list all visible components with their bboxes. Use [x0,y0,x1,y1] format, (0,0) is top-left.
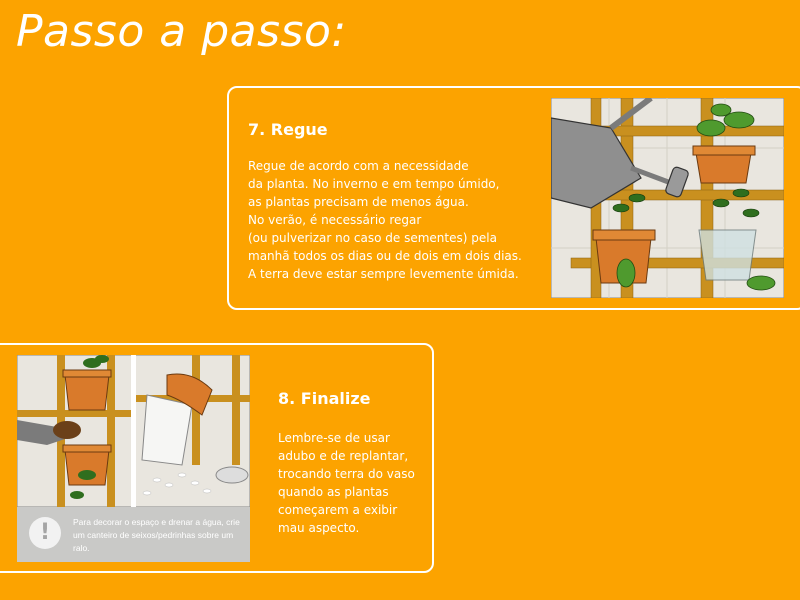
step-8-body: Lembre-se de usar adubo e de replantar, trocando terra do vaso quando as plantas começarem a exibir mau aspecto. [278,431,415,535]
exclamation-icon: ! [29,517,61,549]
repotting-illustration [17,355,250,507]
step-7-body: Regue de acordo com a necessidade da planta. No inverno e em tempo úmido, as plantas precisam de menos água. No verão, é necessário regar (ou pulverizar no caso de sementes) pela manhã todos os dias ou de dois em dois dias. A terra deve estar sempre levemente úmida. [248,159,522,281]
tip-note-text: Para decorar o espaço e drenar a água, crie um canteiro de seixos/pedrinhas sobre um ralo. [73,517,240,553]
watering-can-illustration [551,98,784,298]
step-7-heading: 7. Regue [248,120,328,139]
step-8-heading: 8. Finalize [278,389,371,408]
page-title: Passo a passo: [16,6,347,57]
tip-note-box [17,507,250,562]
